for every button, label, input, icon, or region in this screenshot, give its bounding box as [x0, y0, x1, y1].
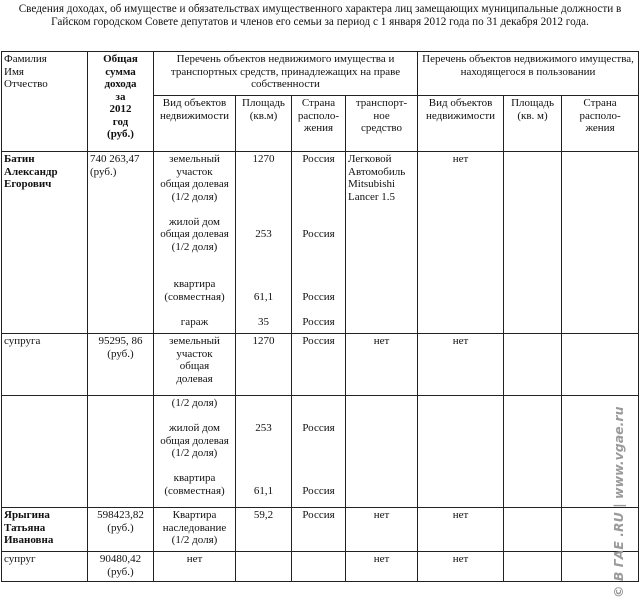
row-transport: нет: [346, 508, 418, 552]
row-transport: [346, 396, 418, 508]
row-countries: Россия Россия Россия Россия: [292, 152, 346, 334]
row-transport: нет: [346, 552, 418, 582]
row-used-type: нет: [418, 152, 504, 334]
table-row: [2, 152, 639, 334]
header-used-country: Страна располо- жения: [562, 96, 639, 152]
site-watermark: © В ГАЕ .RU | www.vgae.ru: [611, 406, 626, 598]
table-row: [2, 334, 639, 396]
row-types: нет: [154, 552, 236, 582]
row-used-area: [504, 334, 562, 396]
header-owned-type: Вид объектов недвижимости: [154, 96, 236, 152]
row-used-country: [562, 152, 639, 334]
row-areas: 1270: [236, 334, 292, 396]
header-used-type: Вид объектов недвижимости: [418, 96, 504, 152]
row-transport: Легковой Автомобиль Mitsubishi Lancer 1.5: [346, 152, 418, 334]
row-transport: нет: [346, 334, 418, 396]
row-areas: 59,2: [236, 508, 292, 552]
header-income: [88, 52, 154, 152]
row-used-area: [504, 396, 562, 508]
row-name: супруга: [2, 334, 88, 396]
row-name: [2, 396, 88, 508]
row-areas: 1270 253 61,1 35: [236, 152, 292, 334]
row-used-type: [418, 396, 504, 508]
row-countries: [292, 552, 346, 582]
document-title: Сведения доходах, об имуществе и обязательствах имущественного характера лиц замещающих муниципальные должности в Гайском городском Совете депутатов и членов его семьи за период с 1 января 2012 года по 31 декабря 2012 года.: [18, 3, 622, 28]
header-fio-text: Фамилия Имя Отчество: [4, 53, 48, 90]
header-owned-area: Площадь (кв.м): [236, 96, 292, 152]
declaration-table: [1, 51, 639, 582]
row-name: Батин Александр Егорович: [2, 152, 88, 334]
row-name: супруг: [2, 552, 88, 582]
row-used-type: нет: [418, 552, 504, 582]
table-row: [2, 508, 639, 552]
table-row: [2, 396, 639, 508]
row-areas: [236, 552, 292, 582]
header-owned-country: Страна располо- жения: [292, 96, 346, 152]
row-types: земельный участок общая долевая: [154, 334, 236, 396]
header-owned-group: Перечень объектов недвижимого имущества и транспортных средств, принадлежащих на праве собственности: [154, 52, 418, 96]
row-areas: 253 61,1: [236, 396, 292, 508]
row-income: [88, 396, 154, 508]
row-types: Квартира наследование (1/2 доля): [154, 508, 236, 552]
row-types: земельный участок общая долевая (1/2 доля) жилой дом общая долевая (1/2 доля) квартира (совместная) гараж: [154, 152, 236, 334]
row-used-area: [504, 152, 562, 334]
header-fio: [2, 52, 88, 152]
header-income-text: Общая сумма дохода за 2012 год (руб.): [103, 53, 138, 140]
row-used-area: [504, 552, 562, 582]
row-income: 598423,82 (руб.): [88, 508, 154, 552]
table-row: [2, 552, 639, 582]
row-income: 740 263,47 (руб.): [88, 152, 154, 334]
row-countries: Россия: [292, 508, 346, 552]
row-income: 90480,42 (руб.): [88, 552, 154, 582]
row-used-type: нет: [418, 508, 504, 552]
row-countries: Россия: [292, 334, 346, 396]
row-name: Ярыгина Татьяна Ивановна: [2, 508, 88, 552]
header-used-group: Перечень объектов недвижимого имущества, находящегося в пользовании: [418, 52, 639, 96]
row-countries: Россия Россия: [292, 396, 346, 508]
row-income: 95295, 86 (руб.): [88, 334, 154, 396]
header-used-area: Площадь (кв. м): [504, 96, 562, 152]
row-used-type: нет: [418, 334, 504, 396]
header-row-1: [2, 52, 639, 96]
header-transport: транспорт- ное средство: [346, 96, 418, 152]
row-types: (1/2 доля) жилой дом общая долевая (1/2 доля) квартира (совместная): [154, 396, 236, 508]
row-used-area: [504, 508, 562, 552]
